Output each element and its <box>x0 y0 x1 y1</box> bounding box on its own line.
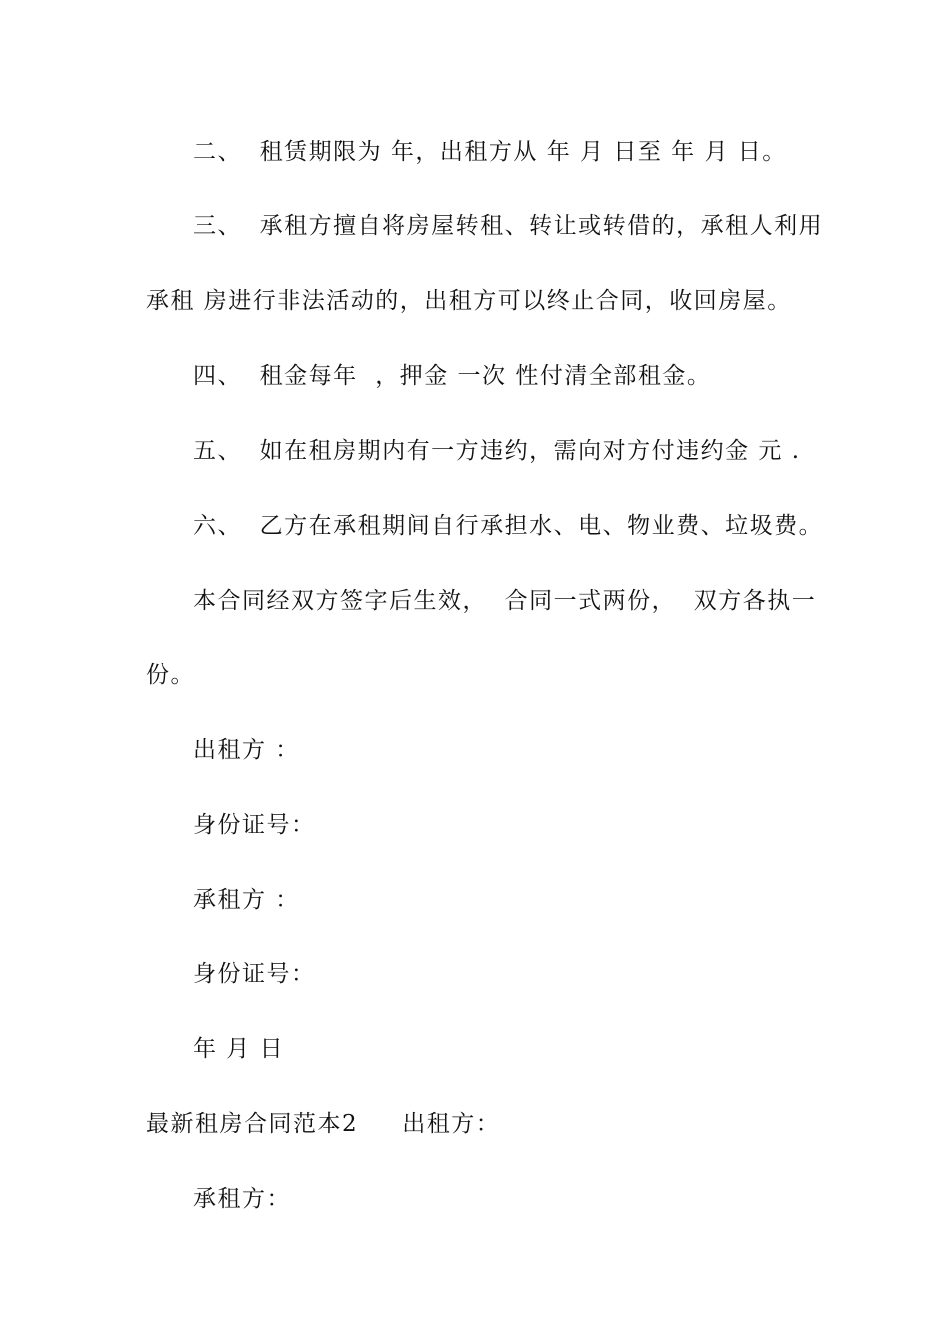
template-2-lessee-label: 承租方： <box>193 1186 291 1212</box>
effect-clause-line-1: 本合同经双方签字后生效， 合同一式两份， 双方各执一 <box>193 588 817 614</box>
clause-3-sublease-line-1: 三、 承租方擅自将房屋转租、转让或转借的，承租人利用 <box>193 213 824 239</box>
lessor-id-label: 身份证号： <box>193 812 316 838</box>
lessee-signature-label: 承租方 ： <box>193 887 300 913</box>
clause-6-utilities: 六、 乙方在承租期间自行承担水、电、物业费、垃圾费。 <box>193 513 824 539</box>
clause-4-rent: 四、 租金每年 ，押金 一次 性付清全部租金。 <box>193 363 712 389</box>
lessor-signature-label: 出租方 ： <box>193 737 300 763</box>
lessee-id-label: 身份证号： <box>193 961 316 987</box>
template-2-heading: 最新租房合同范本2 出租方： <box>146 1111 501 1137</box>
clause-3-sublease-line-2: 承租 房进行非法活动的，出租方可以终止合同，收回房屋。 <box>146 288 792 314</box>
clause-2-lease-term: 二、 租赁期限为 年，出租方从 年 月 日至 年 月 日。 <box>193 139 787 165</box>
date-line: 年 月 日 <box>193 1036 285 1062</box>
effect-clause-line-2: 份。 <box>146 662 195 688</box>
clause-5-breach: 五、 如在租房期内有一方违约，需向对方付违约金 元 . <box>193 438 801 464</box>
